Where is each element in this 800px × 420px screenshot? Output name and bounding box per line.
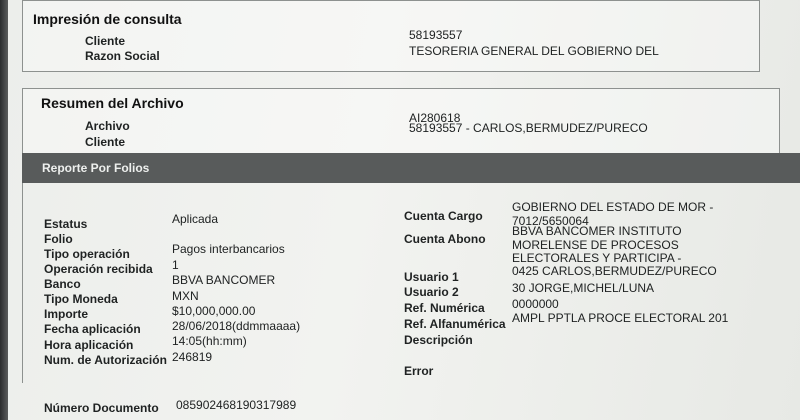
resumen-cliente-value: 58193557 - CARLOS,BERMUDEZ/PURECO bbox=[409, 121, 648, 135]
reporte-title: Reporte Por Folios bbox=[42, 161, 150, 175]
importe-label: Importe bbox=[44, 307, 89, 321]
cuenta-abono-label: Cuenta Abono bbox=[404, 232, 486, 246]
banco-value: BBVA BANCOMER bbox=[172, 273, 276, 287]
cuenta-cargo-line2: 7012/5650064 bbox=[512, 214, 589, 228]
num-autorizacion-value: 246819 bbox=[172, 350, 213, 364]
usuario-1-value: 0425 CARLOS,BERMUDEZ/PURECO bbox=[512, 264, 717, 278]
consulta-cliente-label: Cliente bbox=[85, 34, 126, 48]
usuario-2-label: Usuario 2 bbox=[404, 285, 459, 299]
archivo-label: Archivo bbox=[85, 119, 130, 133]
tipo-moneda-label: Tipo Moneda bbox=[44, 292, 118, 306]
descripcion-label: Descripción bbox=[404, 333, 473, 347]
resumen-cliente-label: Cliente bbox=[85, 135, 126, 149]
fecha-aplicacion-value: 28/06/2018(ddmmaaaa) bbox=[172, 319, 301, 333]
cuenta-cargo-line1: GOBIERNO DEL ESTADO DE MOR - bbox=[512, 200, 714, 214]
error-label: Error bbox=[404, 364, 434, 378]
resumen-box bbox=[22, 88, 780, 158]
usuario-1-label: Usuario 1 bbox=[404, 270, 459, 284]
cuenta-abono-line2: MORELENSE DE PROCESOS bbox=[512, 238, 679, 252]
razon-social-label: Razon Social bbox=[85, 49, 160, 63]
tipo-moneda-value: MXN bbox=[172, 289, 199, 303]
resumen-title: Resumen del Archivo bbox=[41, 95, 184, 111]
consulta-box bbox=[22, 0, 760, 72]
folio-label: Folio bbox=[44, 232, 73, 246]
banco-label: Banco bbox=[44, 277, 81, 291]
operacion-recibida-value: 1 bbox=[172, 258, 179, 272]
estatus-value: Aplicada bbox=[172, 212, 219, 226]
consulta-title: Impresión de consulta bbox=[33, 11, 182, 27]
fecha-aplicacion-label: Fecha aplicación bbox=[44, 322, 141, 336]
archivo-value: AI280618 bbox=[409, 111, 461, 125]
ref-alfanumerica-label: Ref. Alfanumérica bbox=[404, 317, 506, 331]
hora-aplicacion-value: 14:05(hh:mm) bbox=[172, 334, 247, 348]
photo-edge-shadow bbox=[0, 0, 8, 420]
tipo-operacion-label: Tipo operación bbox=[44, 247, 130, 261]
hora-aplicacion-label: Hora aplicación bbox=[44, 338, 134, 352]
num-autorizacion-label: Num. de Autorización bbox=[44, 353, 167, 367]
ref-numerica-value: 0000000 bbox=[512, 297, 559, 311]
razon-social-value: TESORERIA GENERAL DEL GOBIERNO DEL bbox=[409, 44, 659, 58]
tipo-operacion-value: Pagos interbancarios bbox=[172, 242, 285, 256]
cuenta-cargo-label: Cuenta Cargo bbox=[404, 209, 483, 223]
operacion-recibida-label: Operación recibida bbox=[44, 262, 153, 276]
reporte-header-bar bbox=[22, 153, 800, 183]
importe-value: $10,000,000.00 bbox=[172, 304, 256, 318]
numero-documento-value: 085902468190317989 bbox=[176, 398, 297, 412]
ref-numerica-label: Ref. Numérica bbox=[404, 301, 485, 315]
cuenta-abono-line1: BBVA BANCOMER INSTITUTO bbox=[512, 224, 682, 238]
usuario-2-value: 30 JORGE,MICHEL/LUNA bbox=[512, 281, 655, 295]
ref-alfanumerica-value: AMPL PPTLA PROCE ELECTORAL 201 bbox=[512, 311, 729, 325]
cuenta-abono-line3: ELECTORALES Y PARTICIPA - bbox=[512, 251, 682, 265]
estatus-label: Estatus bbox=[44, 217, 88, 231]
numero-documento-label: Número Documento bbox=[44, 401, 159, 415]
consulta-cliente-value: 58193557 bbox=[409, 28, 463, 42]
